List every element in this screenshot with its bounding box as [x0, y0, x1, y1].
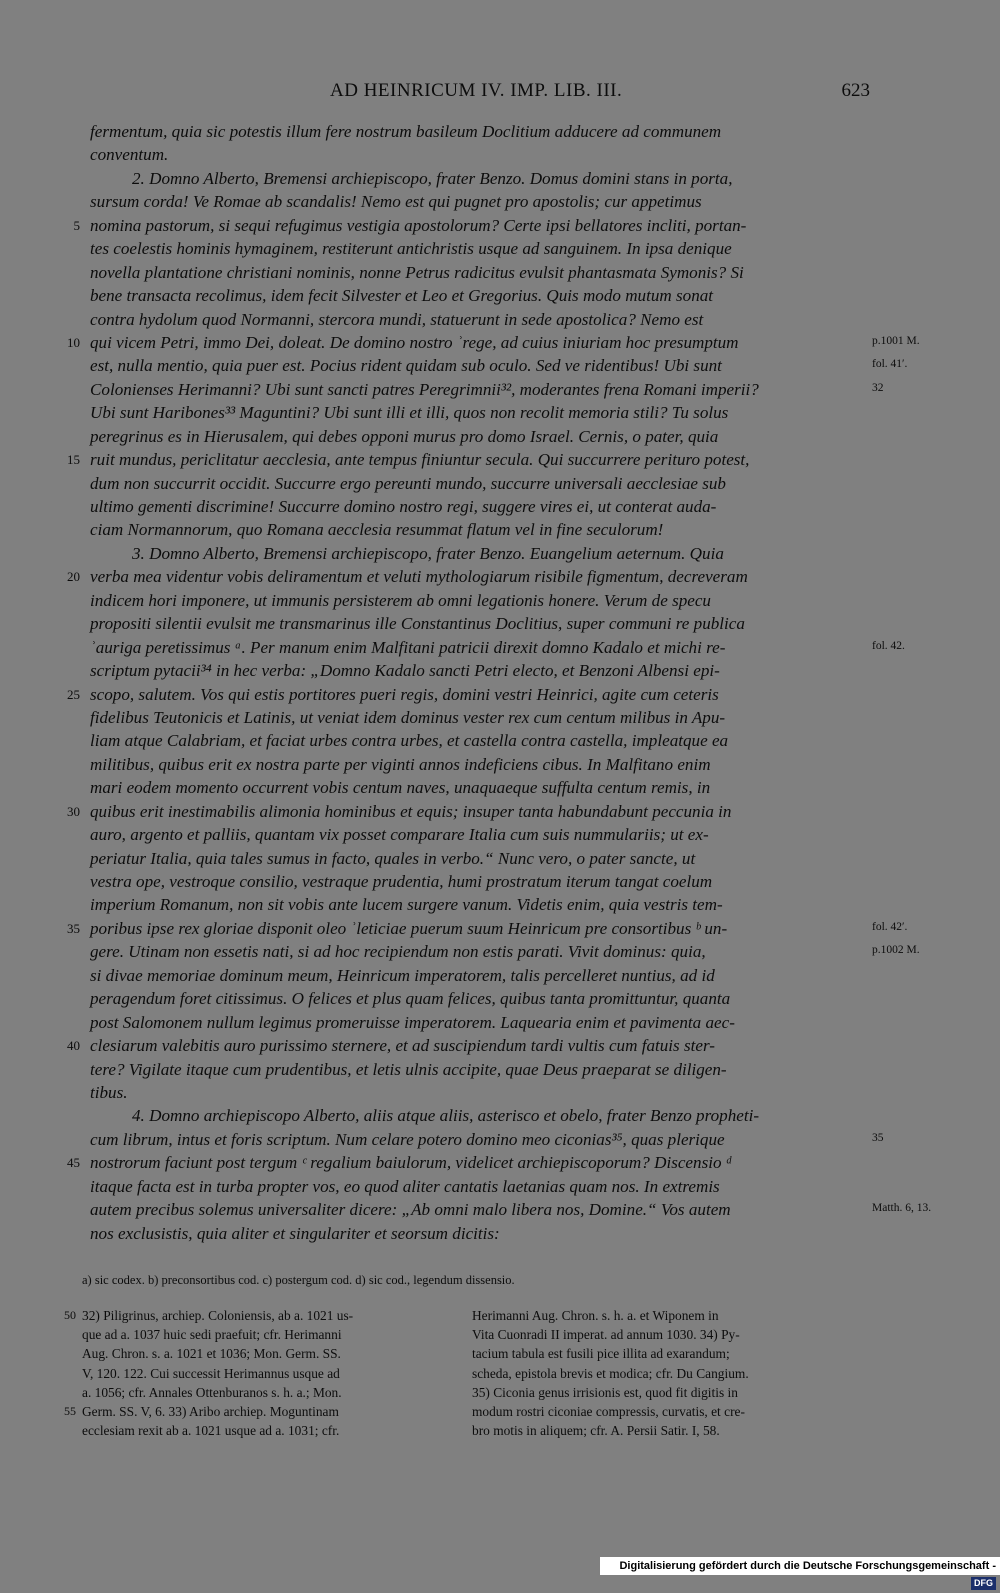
line-text: nostrorum faciunt post tergum ᶜ regalium baiulorum, videlicet archiepiscoporum? Discensio ᵈ — [90, 1153, 732, 1173]
line-text: novella plantatione christiani nominis, nonne Petrus radicitus evulsit phantasmata Symonis? Si — [90, 262, 744, 282]
text-line — [67, 1151, 868, 1174]
line-text: fermentum, quia sic potestis illum fere nostrum basileum Doclitium adducere ad communem — [90, 122, 722, 141]
line-number: 5 — [73, 217, 80, 233]
running-head — [90, 80, 870, 106]
line-number: 40 — [67, 1038, 80, 1054]
text-line — [90, 870, 868, 893]
text-line — [73, 214, 868, 237]
text-line — [90, 190, 868, 213]
text-line — [90, 776, 868, 799]
running-title: AD HEINRICUM IV. IMP. LIB. III. — [330, 80, 623, 101]
text-line — [67, 1034, 868, 1057]
footnote-line — [82, 1364, 462, 1383]
line-text: 2. Domno Alberto, Bremensi archiepiscopo, frater Benzo. Domus domini stans in porta, — [132, 168, 733, 188]
line-text: indicem hori imponere, ut immunis persisterem ab omni legationis honere. Verum de specu — [90, 590, 711, 610]
text-line — [67, 800, 868, 823]
text-line — [90, 729, 868, 752]
footnotes-right-column — [472, 1306, 852, 1440]
line-text: ciam Normannorum, quo Romana aecclesia resummat flatum vel in fine seculorum! — [90, 520, 664, 540]
line-number: 20 — [67, 569, 80, 585]
line-text: qui vicem Petri, immo Dei, doleat. De domino nostro ʾrege, ad cuius iniuriam hoc presumptum — [90, 332, 739, 352]
line-text: gere. Utinam non essetis nati, si ad hoc recipiendum non estis parati. Vivit dominus: quia, — [90, 942, 706, 962]
margin-note: fol. 42′. — [872, 920, 908, 933]
line-text: liam atque Calabriam, et faciat urbes contra urbes, et castella contra castella, impleatque ea — [90, 731, 729, 751]
line-text: periatur Italia, quia tales sumus in facto, quales in verbo.“ Nunc vero, o pater sancte, ut — [90, 848, 696, 868]
line-text: cum librum, intus et foris scriptum. Num celare potero domino meo ciconias³⁵, quas plerique — [90, 1129, 725, 1149]
line-text: dum non succurrit occidit. Succurre ergo pereunti mundo, succurre universali aecclesiae sub — [90, 473, 726, 493]
text-line — [90, 823, 868, 846]
text-line — [90, 636, 905, 659]
line-text: Ubi sunt Haribones³³ Maguntini? Ubi sunt illi et illi, quos non recolit memoria stili? Tu solus — [90, 403, 729, 423]
digitization-credit-bar: Digitalisierung gefördert durch die Deutsche Forschungsgemeinschaft - DFG — [600, 1557, 1000, 1575]
line-number: 50 — [64, 1308, 76, 1322]
line-text: propositi silentii evulsit me transmarinus ille Constantinus Doclitius, super communi re publica — [90, 614, 745, 634]
footnote-line: tacium tabula est fusili pice illita ad exarandum; — [472, 1346, 730, 1362]
text-line — [90, 659, 868, 682]
main-text — [67, 120, 932, 1245]
text-line — [90, 308, 868, 331]
footnote-line: bro motis in aliquem; cfr. A. Persii Satir. I, 58. — [472, 1423, 720, 1439]
text-line — [90, 1198, 932, 1221]
line-text: militibus, quibus erit ex nostra parte per viginti annos indeficiens cibus. In Malfitano enim — [90, 754, 711, 774]
margin-note: 35 — [872, 1131, 884, 1144]
line-text: si divae memoriae dominum meum, Heinricum imperatorem, talis percelleret nuntius, ad id — [90, 965, 715, 985]
text-line — [90, 706, 868, 729]
line-text: auro, argento et palliis, quantam vix posset comparare Italia cum suis nummulariis; ut ex- — [90, 825, 709, 845]
text-line — [90, 1128, 884, 1151]
line-text: peragendum foret citissimus. O felices et plus quam felices, quibus tanta promittuntur, quanta — [90, 989, 731, 1009]
text-line — [90, 1104, 868, 1127]
line-text: conventum. — [90, 145, 169, 165]
line-text: scopo, salutem. Vos qui estis portitores pueri regis, domini vestri Heinrici, agite cum ceteris — [90, 684, 719, 704]
text-line — [90, 589, 868, 612]
text-line — [90, 401, 868, 424]
margin-note: p.1001 M. — [872, 334, 920, 347]
footnote-line: modum rostri ciconiae compressis, curvatis, et cre- — [472, 1403, 745, 1419]
line-text: itaque facta est in turba propter vos, eo quod aliter cantatis laetanias quam nos. In extremis — [90, 1176, 720, 1196]
line-text: nomina pastorum, si sequi refugimus vestigia apostolorum? Certe ipsi bellatores incliti, portan- — [90, 215, 747, 235]
line-number: 55 — [64, 1403, 76, 1418]
line-text: tes coelestis hominis hymaginem, restiterunt antichristis usque ad sanguinem. In ipsa denique — [90, 239, 732, 259]
line-number: 15 — [67, 452, 80, 468]
text-line — [67, 917, 908, 940]
line-text: clesiarum valebitis auro purissimo sternere, et ad suscipiendum tardi vultis cum fatuis ster- — [90, 1036, 715, 1056]
line-text: quibus erit inestimabilis alimonia hominibus et equis; insuper tanta habundabunt peccunia in — [90, 801, 732, 821]
text-line — [90, 1081, 868, 1104]
page-number: 623 — [841, 80, 870, 101]
text-line — [90, 120, 868, 143]
line-text: ruit mundus, periclitatur aecclesia, ante tempus finiuntur secula. Qui succurrere perituro potest, — [90, 450, 750, 470]
text-line — [67, 331, 920, 354]
footnote-text: Germ. SS. V, 6. 33) Aribo archiep. Moguntinam — [82, 1403, 339, 1419]
footnote-line — [82, 1325, 462, 1344]
line-text: bene transacta recolimus, idem fecit Silvester et Leo et Gregorius. Quis modo mutum sonat — [90, 286, 714, 306]
footnote-text: ecclesiam rexit ab a. 1021 usque ad a. 1031; cfr. — [82, 1423, 340, 1439]
text-line — [90, 284, 868, 307]
footnote-text: V, 120. 122. Cui successit Herimannus usque ad — [82, 1365, 340, 1381]
line-text: tibus. — [90, 1082, 128, 1102]
footnote-text: Aug. Chron. s. a. 1021 et 1036; Mon. Germ. SS. — [82, 1346, 341, 1362]
line-text: est, nulla mentio, quia puer est. Pocius rident quidam sub oculo. Sed ve ridentibus! Ubi sunt — [90, 356, 722, 376]
footnote-line: Herimanni Aug. Chron. s. h. a. et Wiponem in — [472, 1308, 719, 1323]
margin-note: p.1002 M. — [872, 944, 920, 957]
line-text: post Salomonem nullum legimus promeruisse imperatorem. Laquearia enim et pavimenta aec- — [90, 1012, 735, 1032]
text-line — [90, 378, 884, 401]
margin-note: 32 — [872, 381, 884, 394]
line-text: 4. Domno archiepiscopo Alberto, aliis atque aliis, asterisco et obelo, frater Benzo propheti- — [132, 1106, 760, 1126]
margin-note: fol. 41′. — [872, 358, 908, 371]
line-text: vestra ope, vestroque consilio, vestraque prudentia, humi prostratum iterum tangat coelum — [90, 872, 713, 891]
text-line — [90, 847, 868, 870]
footnote-line — [82, 1344, 462, 1363]
line-text: poribus ipse rex gloriae disponit oleo ʾleticiae puerum suum Heinricum pre consortibus ᵇ un- — [90, 918, 728, 938]
line-number: 10 — [67, 334, 80, 350]
text-line — [90, 893, 868, 916]
line-text: ultimo gementi discrimine! Succurre domino nostro regi, suggere vires ei, ut conterat auda- — [90, 497, 717, 516]
footnote-line: Vita Cuonradi II imperat. ad annum 1030. 34) Py- — [472, 1327, 740, 1343]
text-line — [90, 518, 868, 541]
text-line — [90, 167, 868, 190]
line-text: mari eodem momento occurrent vobis centum naves, unaquaeque suffulta centum remis, in — [90, 778, 711, 798]
text-line — [90, 612, 868, 635]
line-number: 25 — [67, 686, 80, 702]
text-line — [67, 448, 868, 471]
line-text: autem precibus solemus universaliter dicere: „Ab omni malo libera nos, Domine.“ Vos autem — [90, 1200, 731, 1220]
text-line — [90, 753, 868, 776]
text-line — [90, 987, 868, 1010]
text-line — [90, 495, 868, 518]
text-line — [90, 1222, 868, 1245]
footnote-line — [64, 1306, 462, 1325]
text-line — [90, 964, 868, 987]
footnotes-left-column — [64, 1306, 462, 1440]
line-text: verba mea videntur vobis deliramentum et veluti mythologiarum risibile figmentum, decreveram — [90, 567, 748, 587]
footnote-line — [64, 1402, 462, 1421]
text-line — [90, 1011, 868, 1034]
footnote-text: 32) Piligrinus, archiep. Coloniensis, ab a. 1021 us- — [82, 1308, 354, 1323]
margin-note: Matth. 6, 13. — [872, 1202, 932, 1215]
line-text: imperium Romanum, non sit vobis ante lucem surgere vanum. Videtis enim, quia vestris tem- — [90, 895, 723, 915]
footnote-text: a. 1056; cfr. Annales Ottenburanos s. h. a.; Mon. — [82, 1384, 342, 1400]
text-line — [90, 940, 920, 963]
line-text: tere? Vigilate itaque cum prudentibus, et letis ulnis accipite, quae Deus praeparat se diligen- — [90, 1059, 727, 1079]
footnote-line: scheda, epistola brevis et modica; cfr. Du Cangium. — [472, 1365, 749, 1381]
footnote-text: que ad a. 1037 huic sedi praefuit; cfr. Herimanni — [82, 1327, 342, 1343]
line-number: 30 — [67, 803, 80, 819]
line-number: 35 — [67, 920, 80, 936]
line-text: scriptum pytacii³⁴ in hec verba: „Domno Kadalo sancti Petri electo, et Benzoni Albensi epi- — [90, 661, 720, 681]
critical-apparatus: a) sic codex. b) preconsortibus cod. c) postergum cod. d) sic cod., legendum dissensio. — [82, 1273, 515, 1287]
footnote-line — [82, 1421, 462, 1440]
text-line — [90, 143, 868, 166]
text-line — [90, 425, 868, 448]
footnote-line: 35) Ciconia genus irrisionis est, quod fit digitis in — [472, 1384, 738, 1400]
text-line — [67, 683, 868, 706]
text-line — [67, 565, 868, 588]
line-text: 3. Domno Alberto, Bremensi archiepiscopo, frater Benzo. Euangelium aeternum. Quia — [132, 543, 724, 563]
text-line — [90, 354, 908, 377]
text-line — [90, 237, 868, 260]
footnote-line — [82, 1383, 462, 1402]
line-text: sursum corda! Ve Romae ab scandalis! Nemo est qui pugnet pro apostolis; cur appetimus — [90, 192, 702, 212]
credit-text: Digitalisierung gefördert durch die Deutsche Forschungsgemeinschaft — [619, 1560, 990, 1572]
line-text: peregrinus es in Hierusalem, qui debes opponi murus pro domo Israel. Cernis, o pater, quia — [90, 426, 719, 446]
text-line — [90, 1175, 868, 1198]
line-number: 45 — [67, 1155, 80, 1171]
line-text: Colonienses Herimanni? Ubi sunt sancti patres Peregrimnii³², moderantes frena Romani imperii? — [90, 379, 759, 399]
dfg-logo: DFG — [971, 1577, 996, 1590]
margin-note: fol. 42. — [872, 639, 905, 652]
text-line — [90, 542, 868, 565]
line-text: fidelibus Teutonicis et Latinis, ut veniat idem dominus vester rex cum centum milibus in Apu- — [90, 707, 726, 727]
text-line — [90, 1058, 868, 1081]
line-text: ʾauriga peretissimus ᵃ. Per manum enim Malfitani patricii direxit domno Kadalo et michi re- — [90, 637, 726, 657]
line-text: nos exclusistis, quia aliter et singulariter et seorsum dicitis: — [90, 1223, 500, 1243]
text-line — [90, 472, 868, 495]
line-text: contra hydolum quod Normanni, stercora mundi, statuerunt in sede apostolica? Nemo est — [90, 309, 704, 329]
text-line — [90, 261, 868, 284]
